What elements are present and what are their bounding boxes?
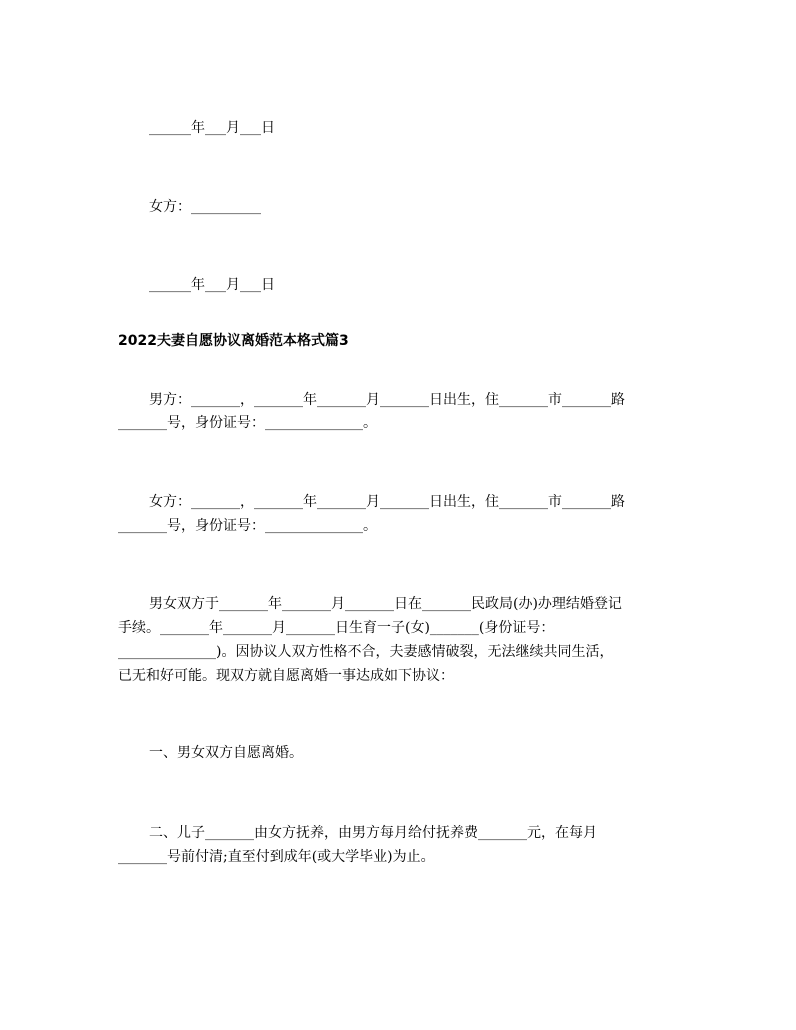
marriage-paragraph-line-3: ______________)。因协议人双方性格不合，夫妻感情破裂，无法继续共同生活， [118, 644, 614, 660]
marriage-paragraph-line-1: 男女双方于_______年_______月_______日在_______民政局(办)办理结婚登记 [149, 596, 622, 612]
marriage-paragraph-line-4: 已无和好可能。现双方就自愿离婚一事达成如下协议： [118, 668, 454, 684]
marriage-paragraph-line-2: 手续。_______年_______月_______日生育一子(女)_______(身份证号： [118, 620, 555, 636]
male-party-line-2: _______号，身份证号：______________。 [118, 415, 377, 431]
female-party-line-2: _______号，身份证号：______________。 [118, 518, 377, 534]
section-title: 2022夫妻自愿协议离婚范本格式篇3 [118, 333, 349, 349]
clause-1: 一、男女双方自愿离婚。 [149, 745, 303, 761]
female-party-line-1: 女方：_______，_______年_______月_______日出生，住_______市_______路 [149, 494, 625, 510]
male-party-line-1: 男方：_______，_______年_______月_______日出生，住_______市_______路 [149, 392, 625, 408]
date-line: ______年___月___日 [149, 120, 275, 136]
female-signature-line: 女方：__________ [149, 199, 261, 215]
clause-2-line-2: _______号前付清;直至付到成年(或大学毕业)为止。 [118, 849, 435, 865]
date-line: ______年___月___日 [149, 277, 275, 293]
clause-2-line-1: 二、儿子_______由女方抚养，由男方每月给付抚养费_______元，在每月 [149, 825, 597, 841]
